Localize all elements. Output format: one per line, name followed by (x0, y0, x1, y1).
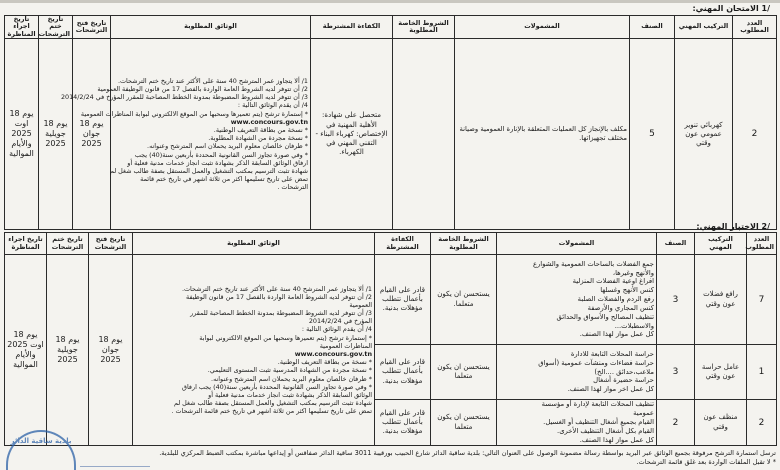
doc-line: 2/ أن تتوفر لديه الشروط العامة الواردة بالفصل 17 من قانون الوظيفة (186, 292, 372, 301)
row-rank: عامل حراسة عون وقتي (695, 345, 747, 400)
doc-line: شهادة تثبت الترسيم بمكتب التشغيل والعمل المستقل بصفة طالب شغل لم (109, 166, 308, 175)
header-documents: الوثائق المطلوبة (133, 233, 375, 255)
row-content (497, 345, 657, 400)
section2-header-row (5, 233, 777, 255)
row-count: 7 (747, 255, 777, 345)
content-line: تنظيف المحلات التابعة لإدارة أو مؤسسة (541, 400, 654, 409)
footer-line: ترسل استمارة الترشح مرفوقة بجميع الوثائق عبر البريد بواسطة رسالة مضمونة الوصول على العنوان التالي: بلدية ساقية الدائر شارع الحبيب بورقيبة 3011 ساقية الدائر صفاقس أو إيداعها مباشرة بمكتب الضبط المركزي للبلدية. (159, 449, 776, 457)
header-rank: التركيب المهني (695, 233, 747, 255)
doc-line: * وفي صورة تجاوز السن القانونية المحددة بأربعين سنة(40) يجب ارفاق (182, 382, 372, 391)
shared-close-date: يوم 18 جويلية 2025 (47, 255, 89, 446)
content-line: كل عمل اخر مواز لهذا الصنف. (567, 385, 654, 394)
doc-line: المناظرات العمومية (319, 341, 372, 350)
content-line: حراسة حضيرة أشغال (593, 376, 654, 385)
content-line: القيام بجميع أشغال التنظيف أو الغسيل. (543, 418, 654, 427)
row-grade: 3 (657, 345, 695, 400)
header-grade: الصنف (630, 16, 675, 39)
concours-url: www.concours.gov.tn (230, 117, 308, 126)
content-line: والأنهج وغيرها، (612, 268, 654, 277)
stamp-text: بلدية ساقية الدائر (10, 437, 72, 445)
header-close-date: تاريخ ختم الترشحات (39, 16, 73, 39)
header-exam-date: تاريخ اجراء المناظرة (5, 16, 39, 39)
header-count: العدد المطلوب (747, 233, 777, 255)
row-close-date: يوم 18 جويلية 2025 (39, 39, 73, 230)
section2-title: /2 الاختبار المهني: (696, 222, 770, 231)
shared-documents (133, 255, 375, 446)
row-grade: 5 (630, 39, 675, 230)
section2-table (4, 232, 777, 446)
doc-line: 4/ أن يقدم الوثائق التالية : (237, 101, 308, 110)
doc-line: الترشحات . (277, 183, 308, 192)
signature-mark (80, 452, 150, 467)
content-line: حراسة فضاءات ومنشآت عمومية (أسواق (538, 358, 654, 367)
page-top-edge (0, 0, 780, 3)
header-exam-date: تاريخ اجراء المناظرة (5, 233, 47, 255)
doc-line: * نسخة مجردة من الشهادة المدرسية تثبت المستوى التعليمي. (207, 366, 372, 375)
doc-line: ارفاق الوثائق السابقة الذكر بشهادة تثبت انجاز خدمات مدنية فعلية أو (127, 158, 308, 167)
content-line: افراغ اوعية الفضلات المنزلية (572, 277, 654, 286)
header-grade: الصنف (657, 233, 695, 255)
row-grade: 3 (657, 255, 695, 345)
doc-line: * نسخة من بطاقة التعريف الوطنية. (277, 358, 372, 367)
row-content (497, 255, 657, 345)
header-rank: التركيب المهني (675, 16, 733, 39)
header-count: العدد المطلوب (733, 16, 777, 39)
doc-line: * نسخة مجردة من الشهادة المطلوبة. (208, 134, 308, 143)
row-competence: متحصل على شهادة: الأهلية المهنية في الإختصاص: كهرباء البناء - التقني المهني في الكهرباء. (311, 39, 393, 230)
row-count: 2 (747, 400, 777, 446)
header-documents: الوثائق المطلوبة (111, 16, 311, 39)
doc-line: * ظرفان خالصان معلوم البريد يحملان اسم المترشح وعنوانه. (211, 374, 372, 383)
section2-row (5, 255, 777, 345)
doc-line: تمض على تاريخ تسليمها اكثر من ثلاثة اشهر في تاريخ ختم قائمة (140, 175, 308, 184)
doc-line: * إستمارة ترشح (يتم تعميرها وسحبها من الموقع الالكتروني لبوابة (199, 333, 372, 342)
row-exam-date: يوم 18 اوت 2025 والأيام الموالية (5, 39, 39, 230)
row-competence: قادر على القيام بأعمال تتطلب مؤهلات بدنية. (375, 345, 431, 400)
row-content (497, 400, 657, 446)
content-line: كل عمل مواز لهذا الصنف. (579, 330, 654, 339)
doc-line: 4/ أن يقدم الوثائق التالية : (301, 325, 372, 334)
header-open-date: تاريخ فتح الترشحات (89, 233, 133, 255)
doc-line: 1/ ألا يتجاوز عمر المترشح 40 سنة على الأكثر عند تاريخ ختم الترشحات. (182, 284, 372, 293)
row-count: 2 (733, 39, 777, 230)
content-line: كنس الأنهج وغسلها (600, 286, 654, 295)
content-line: عمومية (633, 409, 654, 418)
doc-line: المؤرخ في 2014/2/24 (308, 317, 372, 326)
row-special: يستحسن ان يكون متعلما. (431, 255, 497, 345)
header-content: المشمولات (455, 16, 630, 39)
row-rank: رافع فضلات عون وقتي (695, 255, 747, 345)
row-grade: 2 (657, 400, 695, 446)
doc-line: * وفي صورة تجاوز السن القانونية المحددة بأربعين سنة(40) يجب (134, 150, 308, 159)
header-content: المشمولات (497, 233, 657, 255)
content-line: رفع الردم والفضلات الصلبة (577, 295, 654, 304)
doc-line: الوثائق السابقة الذكر بشهادة تثبت انجاز خدمات مدنية فعلية أو (208, 390, 372, 399)
header-competence: الكفاءة المشترطة (375, 233, 431, 255)
content-line: جمع الفضلات بالساحات العمومية والشوارع (532, 259, 654, 268)
section1-title: /1 الامتحان المهني: (692, 4, 770, 13)
header-open-date: تاريخ فتح الترشحات (73, 16, 111, 39)
header-special: الشروط الخاصة المطلوبة (393, 16, 455, 39)
doc-line: شهادة تثبت الترسيم بمكتب التشغيل والعمل المستقل بصفة طالب شغل لم (173, 399, 372, 408)
row-rank: منظف عون وقتي (695, 400, 747, 446)
content-line: القيام بكل أشغال التنظيف الأخرى. (557, 426, 654, 435)
concours-url: www.concours.gov.tn (294, 350, 372, 358)
row-special: يستحسن ان يكون متعلما (431, 400, 497, 446)
doc-line: 3/ أن تتوفر لديه الشروط المضبوطة بمدونة الخطط المصاحبة للمقرر (190, 309, 372, 318)
row-open-date: يوم 18 جوان 2025 (73, 39, 111, 230)
shared-exam-date: يوم 18 اوت 2025 والأيام الموالية (5, 255, 47, 446)
footer-line: * لا تقبل الملفات الواردة بعد غلق قائمة الترشحات. (636, 457, 776, 466)
content-line: ملاعب،حدائق ....الخ) (594, 367, 654, 376)
section1-table (4, 15, 777, 230)
doc-line: * نسخة من بطاقة التعريف الوطنية. (213, 126, 308, 135)
row-competence: قادر على القيام بأعمال تتطلب مؤهلات بدنية. (375, 255, 431, 345)
row-special (393, 39, 455, 230)
doc-line: * ظرفان خالصان معلوم البريد يحملان اسم المترشح وعنوانه. (147, 142, 308, 151)
content-line: تنظيف المصالح والأسواق والحدائق (556, 312, 654, 321)
section1-header-row (5, 16, 777, 39)
row-rank: كهربائي تنوير عمومي عون وقتي (675, 39, 733, 230)
doc-line: 1/ ألا يتجاوز عمر المترشح 40 سنة على الأكثر عند تاريخ ختم الترشحات. (118, 76, 308, 85)
row-competence: قادر على القيام بأعمال تتطلب مؤهلات بدنية. (375, 400, 431, 446)
doc-line: * إستمارة ترشح (يتم تعميرها وسحبها من الموقع الالكتروني لبوابة المناظرات العمومية (80, 109, 308, 118)
content-line: حراسة المحلات التابعة للادارة (570, 349, 654, 358)
content-line: كنس المجاري والأرصفة (587, 303, 654, 312)
doc-line: 2/ أن تتوفر لديه الشروط العامة الواردة بالفصل 17 من قانون الوظيفة العمومية (97, 85, 308, 94)
row-content: مكلف بالإنجاز كل العمليات المتعلقة بالإنارة العمومية وصيانة مختلف تجهيزاتها. (455, 39, 630, 230)
doc-line: تمض على تاريخ تسليمها اكثر من ثلاثة اشهر في تاريخ ختم قائمة الترشحات . (171, 407, 372, 416)
doc-line: 3/ أن تتوفر لديه الشروط المضبوطة بمدونة الخطط المصاحبة للمقرر المؤرخ في 2014/2/24 (60, 93, 308, 102)
header-close-date: تاريخ ختم الترشحات (47, 233, 89, 255)
header-special: الشروط الخاصة المطلوبة (431, 233, 497, 255)
section1-row (5, 39, 777, 230)
row-count: 1 (747, 345, 777, 400)
doc-line: العمومية (349, 300, 372, 309)
content-line: والاسطبلات... (614, 321, 654, 330)
row-special: يستحسن ان يكون متعلما (431, 345, 497, 400)
shared-open-date: يوم 18 جوان 2025 (89, 255, 133, 446)
content-line: كل عمل مواز لهذا الصنف. (579, 435, 654, 444)
header-competence: الكفاءة المشترطة (311, 16, 393, 39)
